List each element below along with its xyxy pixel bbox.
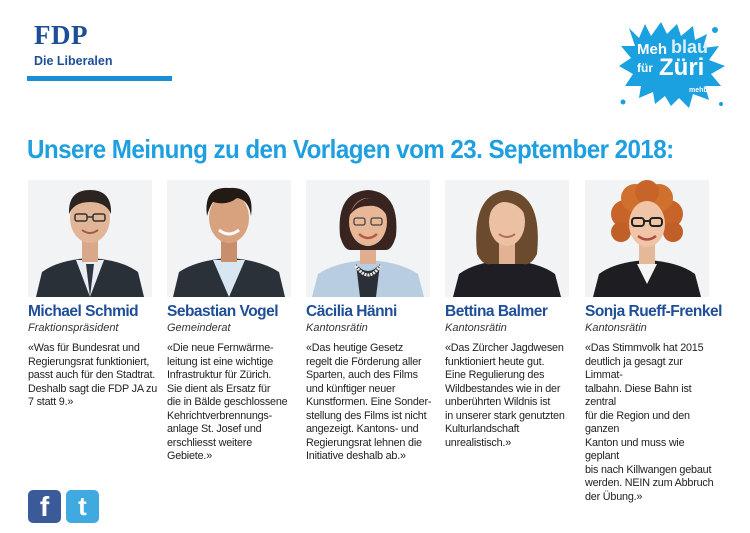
person-name: Bettina Balmer [445,303,548,320]
person-name: Michael Schmid [28,303,139,320]
person-quote: «Was für Bundesrat und Regierungsrat funktioniert, passt auch für den Stadtrat. Deshalb sagt die FDP JA zu 7 statt 9.» [28,342,158,408]
person-quote: «Das Stimmvolk hat 2015 deutlich ja gesagt zur Limmat- talbahn. Diese Bahn ist zentral für die Region und den ganzen Kanton und muss wie geplant bis nach Killwangen gebaut werden. NEIN zum Abbruch der Übung.» [585,342,714,503]
campaign-word-2: blau [671,37,709,57]
portrait-photo [306,180,430,297]
facebook-icon[interactable] [28,490,61,523]
page-title: Unsere Meinung zu den Vorlagen vom 23. September 2018: [27,134,674,164]
campaign-badge [615,20,727,110]
twitter-glyph: t [78,491,87,521]
campaign-word-1: Meh [637,41,667,58]
person-role: Kantonsrätin [445,322,507,334]
facebook-glyph: f [39,490,50,522]
campaign-word-3: für [637,61,653,75]
person-role: Gemeinderat [167,322,231,334]
person-role: Kantonsrätin [585,322,647,334]
twitter-icon[interactable] [66,490,99,523]
campaign-word-4: Züri [659,54,705,81]
person-card [585,180,722,504]
person-quote: «Das heutige Gesetz regelt die Förderung aller Sparten, auch des Films und künftiger neuer Kunstformen. Eine Sonder- stellung des Films ist nicht angezeigt. Kantons- und Regierungsrat lehnen die Initiative deshalb ab.» [306,342,432,462]
portrait-photo [585,180,709,297]
portrait-photo [167,180,291,297]
person-role: Fraktionspräsident [28,322,119,334]
logo-subtitle: Die Liberalen [34,54,113,68]
person-card [306,180,438,464]
fdp-logo[interactable] [34,22,113,68]
person-card [167,180,299,464]
portrait-photo [28,180,152,297]
person-name: Sebastian Vogel [167,303,279,320]
logo-underline [27,76,172,81]
person-name: Sonja Rueff-Frenkel [585,303,722,320]
person-card [445,180,577,450]
logo-name: FDP [34,20,88,50]
person-card [28,180,160,410]
campaign-tag: mehblau [689,87,718,94]
person-name: Cäcilia Hänni [306,303,397,320]
person-quote: «Das Zürcher Jagdwesen funktioniert heute gut. Eine Regulierung des Wildbestandes wie in der unberührten Wildnis ist in unserer stark genutzten Kulturlandschaft unrealistisch.» [445,342,565,449]
person-quote: «Die neue Fernwärme- leitung ist eine wichtige Infrastruktur für Zürich. Sie dient als Ersatz für die in Bälde geschlossene Kehrichtverbrennungs- anlage St. Josef und erschliesst weitere Gebiete.» [167,342,288,462]
person-role: Kantonsrätin [306,322,368,334]
portrait-photo [445,180,569,297]
